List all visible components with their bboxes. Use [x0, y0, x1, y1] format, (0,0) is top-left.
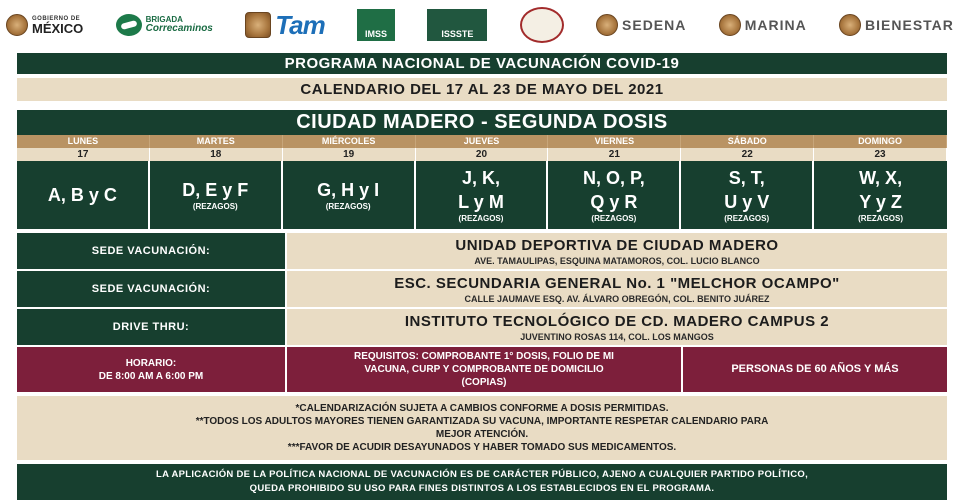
day-name: VIERNES [548, 135, 681, 148]
day-rezagos: (REZAGOS) [325, 202, 371, 211]
tam-text: Tam [275, 9, 325, 40]
marina-logo [719, 14, 807, 36]
day-cell [548, 161, 681, 229]
day-rezagos: (REZAGOS) [858, 214, 904, 223]
marina-text: MARINA [744, 17, 807, 33]
horario-label: HORARIO: [125, 357, 177, 369]
notes-box [17, 396, 947, 460]
horario-time: DE 8:00 AM A 6:00 PM [98, 370, 204, 382]
sede-info [287, 271, 947, 307]
sede-name: ESC. SECUNDARIA GENERAL No. 1 "MELCHOR OCAMPO" [394, 274, 840, 292]
day-cell [150, 161, 283, 229]
day-number: 20 [416, 148, 549, 161]
sede-address: AVE. TAMAULIPAS, ESQUINA MATAMOROS, COL. LUCIO BLANCO [474, 255, 760, 266]
footer-disclaimer [17, 464, 947, 500]
drive-thru-address: JUVENTINO ROSAS 114, COL. LOS MANGOS [520, 331, 714, 342]
requisitos-cell [287, 347, 681, 392]
horario-row [17, 347, 947, 392]
day-cell [814, 161, 947, 229]
requisitos-line-2: VACUNA, CURP Y COMPROBANTE DE DOMICILIO [364, 364, 604, 375]
drive-thru-label: DRIVE THRU: [17, 309, 285, 345]
personas-cell: PERSONAS DE 60 AÑOS Y MÁS [683, 347, 947, 392]
bienestar-seal-icon [839, 14, 861, 36]
correcaminos-text: Correcaminos [145, 23, 213, 34]
day-number: 17 [17, 148, 150, 161]
day-letters: S, T, U y V [724, 168, 770, 212]
day-number: 22 [681, 148, 814, 161]
issste-logo [427, 9, 487, 41]
imss-logo [357, 9, 395, 41]
note-1: *CALENDARIZACIÓN SUJETA A CAMBIOS CONFORME A DOSIS PERMITIDAS. [295, 403, 669, 414]
day-name: DOMINGO [814, 135, 947, 148]
day-letters: W, X, Y y Z [859, 168, 903, 212]
marina-seal-icon [719, 14, 741, 36]
day-letters: A, B y C [47, 185, 117, 205]
bienestar-text: BIENESTAR [865, 17, 954, 33]
gobierno-big-text: MÉXICO [32, 20, 84, 36]
day-letters: N, O, P, Q y R [583, 168, 645, 212]
day-rezagos: (REZAGOS) [192, 202, 238, 211]
note-4: ***FAVOR DE ACUDIR DESAYUNADOS Y HABER TOMADO SUS MEDICAMENTOS. [287, 442, 677, 453]
day-name: MARTES [150, 135, 283, 148]
sedena-seal-icon [596, 14, 618, 36]
footer-line-1: LA APLICACIÓN DE LA POLÍTICA NACIONAL DE VACUNACIÓN ES DE CARÁCTER PÚBLICO, AJENO A CUALQUIER PARTIDO POLÍTICO, [155, 469, 809, 480]
day-rezagos: (REZAGOS) [458, 214, 504, 223]
issste-logo-icon: ISSSTE [427, 9, 487, 41]
sedena-logo [596, 14, 686, 36]
requisitos-line-3: (COPIAS) [461, 377, 507, 388]
drive-thru-name: INSTITUTO TECNOLÓGICO DE CD. MADERO CAMPUS 2 [404, 312, 830, 330]
drive-thru-info [287, 309, 947, 345]
sede-name: UNIDAD DEPORTIVA DE CIUDAD MADERO [455, 236, 779, 254]
day-number: 18 [150, 148, 283, 161]
logo-bar [0, 0, 960, 50]
day-rezagos: (REZAGOS) [724, 214, 770, 223]
day-rezagos: (REZAGOS) [591, 214, 637, 223]
sede-info [287, 233, 947, 269]
day-name: JUEVES [416, 135, 549, 148]
sede-row-1 [17, 233, 947, 269]
tam-logo-icon [245, 12, 271, 38]
day-number: 19 [283, 148, 416, 161]
programa-banner: PROGRAMA NACIONAL DE VACUNACIÓN COVID-19 [17, 53, 947, 74]
day-cell [681, 161, 814, 229]
tamaulipas-logo [245, 10, 325, 41]
gobierno-small-text: GOBIERNO DE [32, 15, 81, 22]
horario-cell [17, 347, 285, 392]
day-name: SÁBADO [681, 135, 814, 148]
day-number: 23 [814, 148, 947, 161]
eagle-seal-icon [520, 7, 564, 43]
footer-line-2: QUEDA PROHIBIDO SU USO PARA FINES DISTINTOS A LOS ESTABLECIDOS EN EL PROGRAMA. [249, 483, 715, 494]
day-letters: J, K, L y M [458, 168, 504, 212]
brigada-text: BRIGADA [145, 15, 183, 24]
calendario-banner: CALENDARIO DEL 17 AL 23 DE MAYO DEL 2021 [17, 78, 947, 101]
sede-address: CALLE JAUMAVE ESQ. AV. ÁLVARO OBREGÓN, COL. BENITO JUÁREZ [464, 293, 770, 304]
sede-row-2 [17, 271, 947, 307]
sede-label: SEDE VACUNACIÓN: [17, 233, 285, 269]
day-letters: D, E y F [182, 180, 249, 200]
requisitos-line-1: REQUISITOS: COMPROBANTE 1° DOSIS, FOLIO DE MI [354, 351, 614, 362]
days-grid [17, 135, 947, 229]
day-number: 21 [548, 148, 681, 161]
day-cell [416, 161, 549, 229]
sedena-text: SEDENA [622, 17, 687, 33]
day-name: MIÉRCOLES [283, 135, 416, 148]
note-2: **TODOS LOS ADULTOS MAYORES TIENEN GARANTIZADA SU VACUNA, IMPORTANTE RESPETAR CALENDARIO PARA [195, 416, 769, 427]
ciudad-banner: CIUDAD MADERO - SEGUNDA DOSIS [17, 110, 947, 135]
bienestar-logo [839, 14, 954, 36]
day-cell [283, 161, 416, 229]
drive-thru-row [17, 309, 947, 345]
day-letters: G, H y I [317, 180, 380, 200]
gobierno-logo [6, 14, 83, 36]
note-3: MEJOR ATENCIÓN. [435, 429, 529, 440]
eagle-logo [520, 7, 564, 43]
gobierno-seal-icon [6, 14, 28, 36]
day-cell [17, 161, 150, 229]
day-name: LUNES [17, 135, 150, 148]
brigada-logo [116, 14, 213, 36]
imss-logo-icon: IMSS [357, 9, 395, 41]
sede-label: SEDE VACUNACIÓN: [17, 271, 285, 307]
brigada-icon [116, 14, 142, 36]
